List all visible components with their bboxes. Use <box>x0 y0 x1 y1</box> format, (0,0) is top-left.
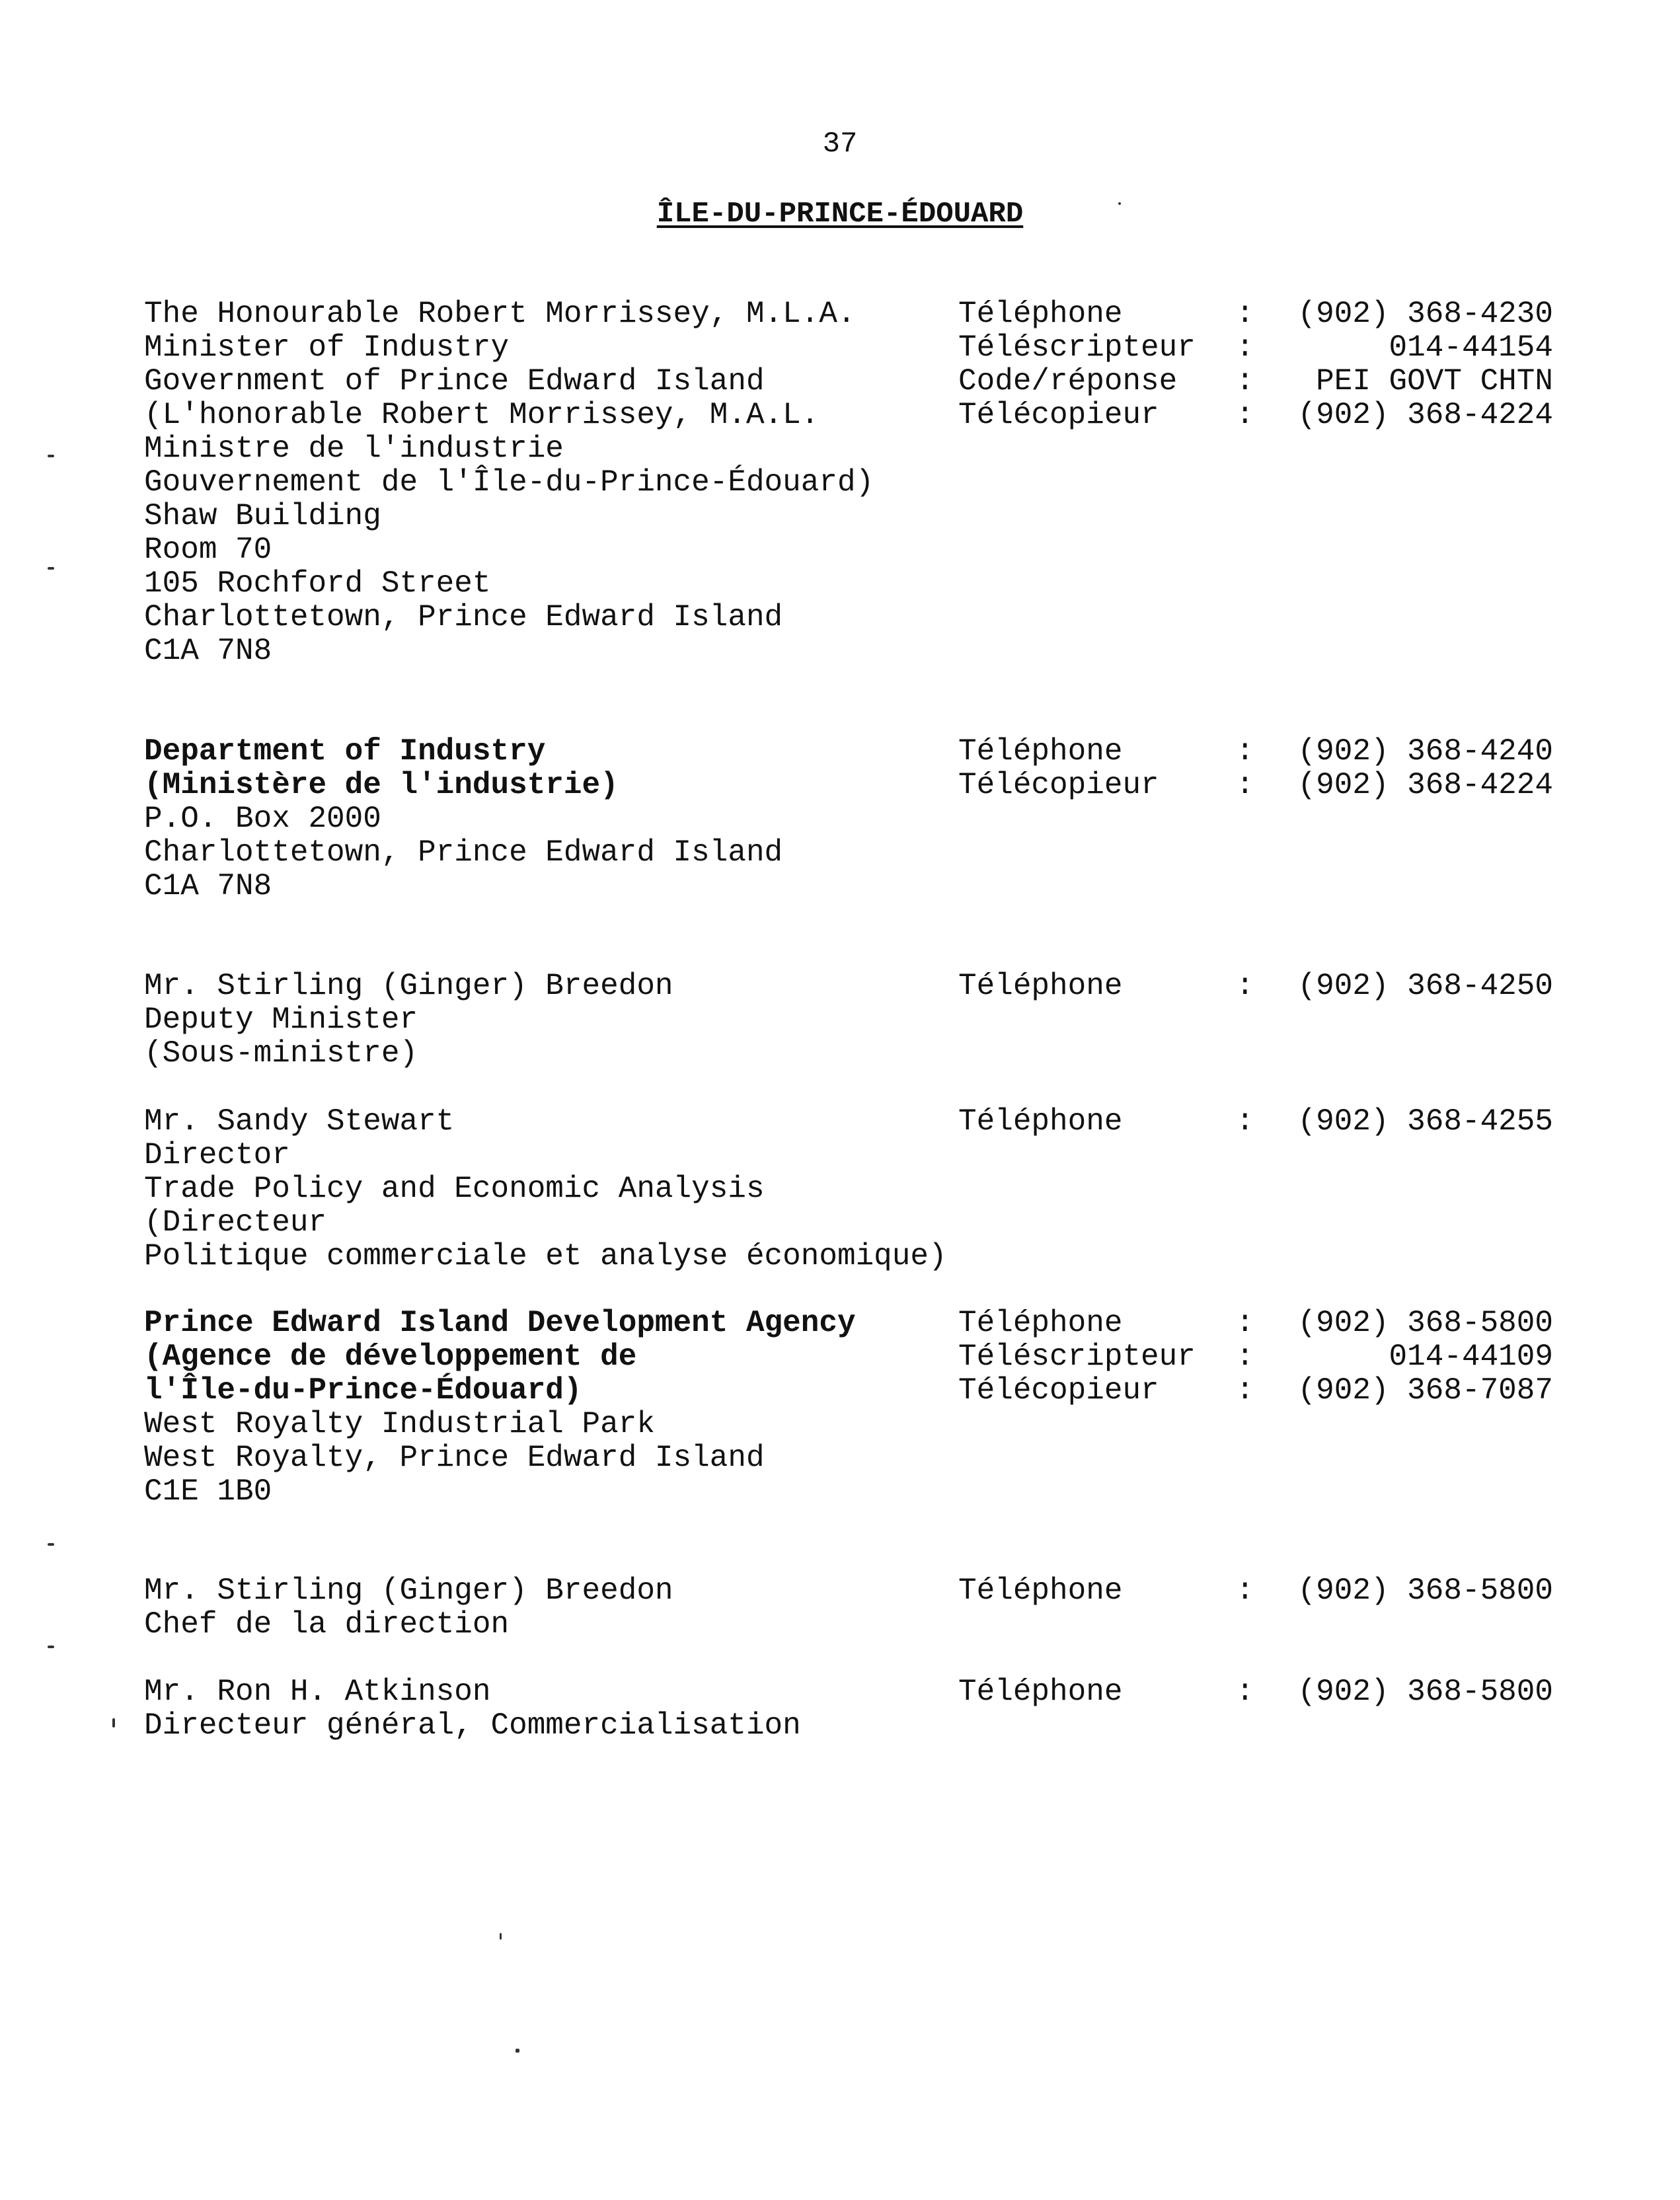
entry-line: C1A 7N8 <box>144 634 272 668</box>
page-heading: ÎLE-DU-PRINCE-ÉDOUARD <box>656 198 1024 231</box>
contact-label: Téléphone <box>958 734 1123 769</box>
entry-line: Trade Policy and Economic Analysis <box>144 1172 765 1206</box>
entry-line: Room 70 <box>144 533 272 567</box>
contact-colon: : <box>1236 969 1254 1003</box>
entry-line: Department of Industry <box>144 734 546 769</box>
contact-colon: : <box>1236 1574 1254 1608</box>
scan-speck <box>112 1718 115 1727</box>
contact-label: Téléphone <box>958 1675 1123 1709</box>
scan-speck <box>515 2049 519 2053</box>
entry-line: Director <box>144 1138 290 1172</box>
entry-line: The Honourable Robert Morrissey, M.L.A. <box>144 297 856 331</box>
contact-value: 014-44154 <box>1389 330 1553 365</box>
contact-value: (902) 368-5800 <box>1297 1574 1553 1608</box>
entry-line: West Royalty Industrial Park <box>144 1407 655 1441</box>
contact-value: (902) 368-5800 <box>1297 1675 1553 1709</box>
contact-value: PEI GOVT CHTN <box>1316 364 1553 398</box>
entry-line: Deputy Minister <box>144 1003 418 1037</box>
entry-line: (Sous-ministre) <box>144 1036 418 1071</box>
entry-line: Mr. Ron H. Atkinson <box>144 1675 491 1709</box>
contact-colon: : <box>1236 1373 1254 1408</box>
entry-line: Directeur général, Commercialisation <box>144 1708 801 1743</box>
scan-speck <box>1118 202 1121 205</box>
contact-colon: : <box>1236 1340 1254 1374</box>
contact-colon: : <box>1236 1104 1254 1139</box>
scan-speck <box>48 455 54 457</box>
page-number: 37 <box>822 128 858 161</box>
contact-label: Téléscripteur <box>958 1340 1196 1374</box>
contact-value: (902) 368-7087 <box>1297 1373 1553 1408</box>
entry-line: (Agence de développement de <box>144 1340 637 1374</box>
contact-colon: : <box>1236 297 1254 331</box>
entry-line: Shaw Building <box>144 499 381 533</box>
contact-label: Téléphone <box>958 1104 1123 1139</box>
contact-colon: : <box>1236 1675 1254 1709</box>
contact-value: (902) 368-4240 <box>1297 734 1553 769</box>
contact-value: 014-44109 <box>1389 1340 1553 1374</box>
entry-line: Mr. Stirling (Ginger) Breedon <box>144 969 673 1003</box>
entry-line: Mr. Sandy Stewart <box>144 1104 455 1139</box>
entry-line: Gouvernement de l'Île-du-Prince-Édouard) <box>144 465 874 500</box>
entry-line: Ministre de l'industrie <box>144 432 564 466</box>
entry-line: Government of Prince Edward Island <box>144 364 765 398</box>
entry-line: l'Île-du-Prince-Édouard) <box>144 1373 582 1408</box>
contact-colon: : <box>1236 330 1254 365</box>
entry-line: 105 Rochford Street <box>144 566 491 601</box>
contact-value: (902) 368-4250 <box>1297 969 1553 1003</box>
entry-line: Politique commerciale et analyse économique) <box>144 1239 947 1273</box>
contact-value: (902) 368-5800 <box>1297 1306 1553 1340</box>
contact-value: (902) 368-4255 <box>1297 1104 1553 1139</box>
contact-colon: : <box>1236 734 1254 769</box>
scan-speck <box>500 1933 502 1940</box>
entry-line: C1A 7N8 <box>144 869 272 903</box>
entry-line: (Ministère de l'industrie) <box>144 768 619 802</box>
contact-label: Téléphone <box>958 1574 1123 1608</box>
contact-colon: : <box>1236 768 1254 802</box>
contact-value: (902) 368-4224 <box>1297 398 1553 432</box>
entry-line: Prince Edward Island Development Agency <box>144 1306 856 1340</box>
scan-speck <box>48 1543 54 1546</box>
contact-label: Télécopieur <box>958 768 1159 802</box>
entry-line: Mr. Stirling (Ginger) Breedon <box>144 1574 673 1608</box>
entry-line: Charlottetown, Prince Edward Island <box>144 600 783 634</box>
entry-line: Chef de la direction <box>144 1607 510 1642</box>
scan-speck <box>48 1646 54 1648</box>
entry-line: (L'honorable Robert Morrissey, M.A.L. <box>144 398 820 432</box>
entry-line: West Royalty, Prince Edward Island <box>144 1441 765 1475</box>
contact-colon: : <box>1236 398 1254 432</box>
entry-line: C1E 1B0 <box>144 1474 272 1509</box>
contact-value: (902) 368-4230 <box>1297 297 1553 331</box>
entry-line: Minister of Industry <box>144 330 510 365</box>
contact-colon: : <box>1236 1306 1254 1340</box>
contact-label: Téléphone <box>958 297 1123 331</box>
contact-label: Téléscripteur <box>958 330 1196 365</box>
contact-label: Téléphone <box>958 969 1123 1003</box>
contact-label: Téléphone <box>958 1306 1123 1340</box>
contact-label: Télécopieur <box>958 1373 1159 1408</box>
contact-label: Télécopieur <box>958 398 1159 432</box>
scan-speck <box>48 567 54 570</box>
entry-line: P.O. Box 2000 <box>144 802 381 836</box>
contact-colon: : <box>1236 364 1254 398</box>
entry-line: Charlottetown, Prince Edward Island <box>144 835 783 870</box>
contact-label: Code/réponse <box>958 364 1178 398</box>
entry-line: (Directeur <box>144 1205 327 1240</box>
contact-value: (902) 368-4224 <box>1297 768 1553 802</box>
